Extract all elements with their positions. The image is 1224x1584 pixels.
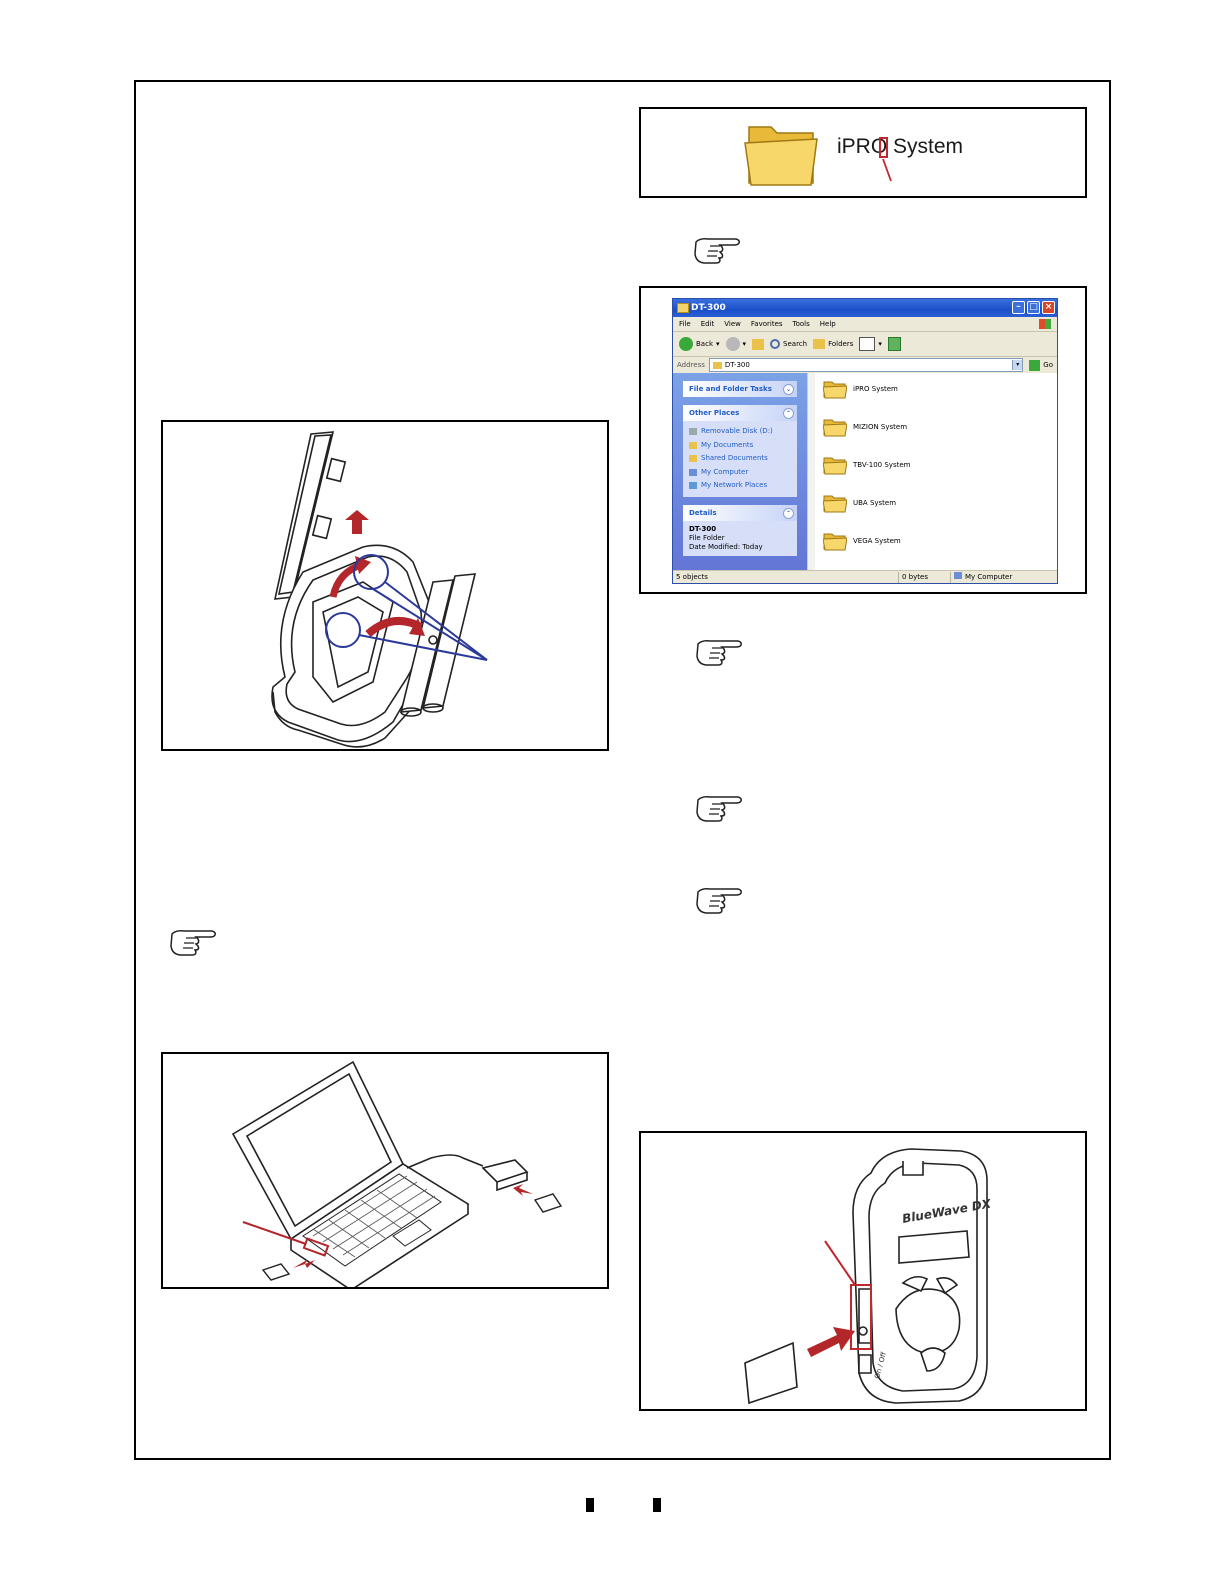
- footer-mark: [653, 1498, 661, 1512]
- folder-icon: [743, 117, 819, 189]
- folder-name: iPRO System: [853, 385, 898, 393]
- folder-item[interactable]: [823, 417, 907, 437]
- pointing-hand-icon: [694, 634, 746, 668]
- folder-item[interactable]: [823, 455, 910, 475]
- folder-item[interactable]: [823, 531, 901, 551]
- callout-line: [877, 157, 897, 183]
- status-size: 0 bytes: [899, 572, 951, 583]
- menu-tools[interactable]: Tools: [792, 320, 810, 328]
- footer-mark: [586, 1498, 594, 1512]
- search-icon: [770, 339, 780, 349]
- explorer-body: [673, 373, 1057, 571]
- other-places-header[interactable]: [683, 405, 797, 421]
- place-my-documents[interactable]: [689, 439, 791, 453]
- folder-icon: [823, 379, 847, 399]
- window-title: DT-300: [691, 303, 726, 313]
- menu-favorites[interactable]: Favorites: [750, 320, 783, 328]
- battery-cradle-figure: [161, 420, 609, 751]
- details-type: File Folder: [689, 533, 725, 542]
- computer-icon: [689, 469, 697, 476]
- panel-title: File and Folder Tasks: [689, 385, 772, 393]
- device-card-figure: [639, 1131, 1087, 1411]
- folder-label: iPRO System: [837, 135, 964, 158]
- collapse-icon[interactable]: ⌃: [783, 508, 794, 519]
- maximize-button[interactable]: □: [1027, 301, 1040, 314]
- dropdown-arrow-icon[interactable]: ▾: [1012, 360, 1022, 370]
- windows-logo-icon: [1039, 319, 1051, 329]
- go-label: Go: [1043, 361, 1053, 369]
- pointing-hand-icon: [694, 882, 746, 916]
- device-illustration: [641, 1133, 1085, 1409]
- address-bar: [673, 357, 1057, 374]
- panel-title: Other Places: [689, 409, 740, 417]
- menu-help[interactable]: Help: [819, 320, 836, 328]
- details-header[interactable]: [683, 505, 797, 521]
- place-removable-disk[interactable]: [689, 425, 791, 439]
- menu-bar: [673, 317, 1057, 332]
- address-value: DT-300: [724, 361, 750, 369]
- menu-view[interactable]: View: [724, 320, 741, 328]
- expand-icon[interactable]: ⌄: [783, 384, 794, 395]
- collapse-icon[interactable]: ⌃: [783, 408, 794, 419]
- folders-button[interactable]: [813, 339, 853, 349]
- search-button[interactable]: [770, 339, 807, 349]
- status-objects: 5 objects: [673, 572, 899, 583]
- views-icon: [859, 337, 875, 351]
- go-button[interactable]: [1029, 360, 1053, 371]
- forward-button[interactable]: ▾: [726, 337, 747, 351]
- minimize-button[interactable]: –: [1012, 301, 1025, 314]
- place-label: Shared Documents: [701, 454, 768, 462]
- back-button[interactable]: Back ▾: [679, 337, 720, 351]
- status-location-label: My Computer: [965, 572, 1013, 581]
- details-modified: Date Modified: Today: [689, 542, 763, 551]
- status-location: [951, 572, 1057, 583]
- folder-icon: [713, 362, 722, 369]
- address-input[interactable]: [709, 358, 1023, 372]
- folder-figure: [639, 107, 1087, 198]
- place-my-network-places[interactable]: [689, 479, 791, 493]
- folder-icon: [677, 303, 689, 313]
- up-folder-icon: [752, 339, 764, 350]
- drive-icon: [689, 428, 697, 435]
- explorer-title-bar: [673, 299, 1057, 317]
- status-bar: [673, 570, 1057, 583]
- folder-name: MIZION System: [853, 423, 908, 431]
- folder-icon: [823, 455, 847, 475]
- back-label: Back: [696, 340, 713, 348]
- folder-name: TBV-100 System: [853, 461, 911, 469]
- folder-name: VEGA System: [853, 537, 901, 545]
- place-label: Removable Disk (D:): [701, 427, 773, 435]
- place-my-computer[interactable]: [689, 466, 791, 480]
- folder-item[interactable]: [823, 379, 898, 399]
- documents-icon: [689, 442, 697, 449]
- sync-button[interactable]: [888, 337, 901, 351]
- task-pane: [673, 373, 807, 571]
- sync-icon: [888, 337, 901, 351]
- menu-file[interactable]: File: [679, 320, 691, 328]
- forward-arrow-icon: [726, 337, 740, 351]
- space-highlight: [879, 137, 888, 158]
- network-icon: [689, 482, 697, 489]
- up-folder-button[interactable]: [752, 339, 764, 350]
- laptop-illustration: [163, 1054, 607, 1287]
- details-panel: [683, 505, 797, 556]
- file-folder-tasks-panel: [683, 381, 797, 397]
- folder-icon: [823, 531, 847, 551]
- folders-icon: [813, 339, 825, 349]
- folder-name: UBA System: [853, 499, 897, 507]
- pointing-hand-icon: [694, 790, 746, 824]
- folder-icon: [823, 493, 847, 513]
- toolbar: [673, 332, 1057, 357]
- laptop-card-reader-figure: [161, 1052, 609, 1289]
- folder-icon: [823, 417, 847, 437]
- close-button[interactable]: ×: [1042, 301, 1055, 314]
- shared-folder-icon: [689, 455, 697, 462]
- device-button-text: On / Off: [873, 1351, 888, 1380]
- details-name: DT-300: [689, 524, 717, 533]
- panel-title: Details: [689, 508, 717, 517]
- folders-label: Folders: [828, 340, 854, 348]
- address-label: Address: [677, 361, 705, 369]
- back-arrow-icon: [679, 337, 693, 351]
- file-folder-tasks-header[interactable]: [683, 381, 797, 397]
- place-label: My Network Places: [701, 481, 768, 489]
- views-button[interactable]: ▾: [859, 337, 882, 351]
- place-label: My Computer: [701, 467, 749, 476]
- explorer-window: [672, 298, 1058, 584]
- computer-icon: [954, 572, 962, 579]
- device-brand-text: BlueWave DX: [901, 1196, 992, 1226]
- search-label: Search: [783, 340, 808, 348]
- folder-item[interactable]: [823, 493, 896, 513]
- place-shared-documents[interactable]: [689, 452, 791, 466]
- pointing-hand-icon: [168, 924, 220, 958]
- menu-edit[interactable]: Edit: [700, 320, 715, 328]
- battery-cradle-illustration: [163, 422, 607, 749]
- go-arrow-icon: [1029, 360, 1040, 371]
- place-label: My Documents: [701, 440, 754, 449]
- other-places-panel: [683, 405, 797, 497]
- folder-list: [815, 373, 1057, 571]
- pointing-hand-icon: [692, 232, 744, 266]
